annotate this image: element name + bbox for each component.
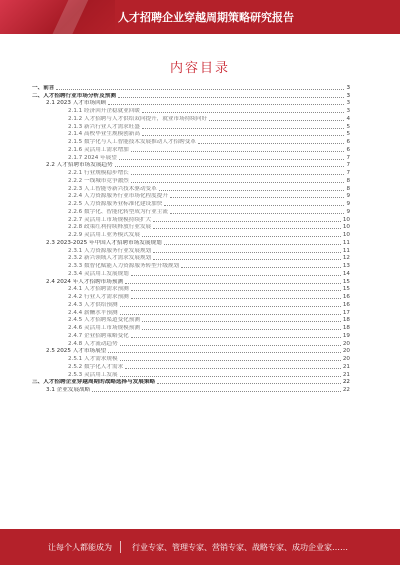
toc-entry-text: 2.4.4 薪酬水平预测 (68, 309, 118, 316)
toc-page-number: 10 (342, 232, 350, 238)
toc-leader-dots (142, 329, 341, 330)
toc-entry[interactable] (32, 379, 350, 387)
toc-entry-text: 2.5.1 人才需求规模 (68, 356, 118, 362)
toc-entry-text: 2.4.8 人才流动趋势 (68, 340, 118, 347)
toc-leader-dots (131, 337, 341, 338)
toc-leader-dots (142, 135, 344, 136)
toc-entry[interactable] (32, 200, 350, 208)
toc-entry-text: 2.4.1 人才招聘需求预测 (68, 286, 129, 293)
toc-leader-dots (131, 290, 341, 291)
toc-leader-dots (119, 159, 345, 160)
toc-page-number: 20 (342, 340, 350, 347)
toc-entry[interactable] (32, 371, 350, 379)
toc-heading: 内容目录 (169, 61, 230, 76)
toc-entry[interactable] (32, 169, 350, 177)
toc-entry[interactable] (32, 193, 350, 201)
toc-leader-dots (131, 275, 341, 276)
toc-entry[interactable] (32, 231, 350, 239)
toc-entry[interactable] (32, 386, 350, 394)
toc-entry[interactable] (32, 293, 350, 301)
toc-entry-text: 2.1.5 数字化与人工智能技术发展推动人才招聘变革 (68, 139, 196, 145)
toc-leader-dots (153, 259, 341, 260)
toc-page-number: 4 (346, 115, 350, 122)
toc-entry-text: 2.2.1 行业规模稳步增长 (68, 170, 129, 176)
toc-leader-dots (159, 190, 345, 191)
toc-entry[interactable] (32, 309, 350, 317)
toc-page-number: 12 (342, 255, 350, 262)
toc-entry[interactable] (32, 100, 350, 108)
toc-entry[interactable] (32, 131, 350, 139)
toc-page-number: 8 (346, 177, 350, 184)
toc-entry[interactable] (32, 262, 350, 270)
toc-page-number: 3 (346, 92, 350, 99)
toc-leader-dots (131, 182, 345, 183)
toc-leader-dots (170, 197, 345, 198)
toc-leader-dots (120, 360, 341, 361)
toc-page-number: 6 (346, 146, 350, 153)
toc-entry-text: 2.4.7 企业招聘策略变化 (68, 332, 129, 339)
toc-page-number: 15 (342, 286, 350, 293)
toc-entry-text: 2.2 人才招聘市场发展趋势 (46, 162, 113, 169)
toc-entry-text: 2.2.2 一线城市竞争激烈 (68, 177, 129, 184)
toc-entry[interactable] (32, 146, 350, 154)
toc-page-number: 8 (346, 185, 350, 192)
toc-page-number: 18 (342, 325, 350, 331)
toc-entry-text: 2.5.3 灵活用工发展 (68, 371, 118, 378)
toc-entry[interactable] (32, 84, 350, 92)
toc-entry[interactable] (32, 317, 350, 325)
toc-entry-text: 2.1.6 灵活用工需求增加 (68, 146, 129, 153)
toc-leader-dots (170, 213, 345, 214)
toc-entry[interactable] (32, 255, 350, 263)
toc-page-number: 9 (346, 193, 350, 200)
toc-page-number: 9 (346, 208, 350, 215)
toc-leader-dots (120, 314, 341, 315)
toc-entry-text: 2.1.1 经济回升企稳就业回暖 (68, 108, 140, 114)
toc-entry-text: 2.3.2 新兴领域人才需求发展规划 (68, 255, 152, 262)
toc-entry-text: 2.2.9 灵活用工业务模式发展 (68, 232, 140, 238)
toc-leader-dots (120, 306, 341, 307)
toc-entry[interactable] (32, 107, 350, 115)
toc-entry-text: 2.1.4 高校毕业生规模创新高 (68, 131, 140, 138)
toc-entry[interactable] (32, 363, 350, 371)
toc-entry-text: 2.2.8 政策红利持续释放行业发展 (68, 224, 152, 231)
toc-entry-text: 2.4.5 人才招聘渠道变化预测 (68, 317, 140, 324)
toc-page-number: 7 (346, 162, 350, 169)
toc-entry[interactable] (32, 208, 350, 216)
toc-entry-text: 二、人才招聘行业市场分析及预测 (32, 92, 116, 99)
toc-leader-dots (157, 383, 341, 384)
toc-entry[interactable] (32, 162, 350, 170)
toc-leader-dots (164, 244, 341, 245)
toc-leader-dots (118, 97, 345, 98)
toc-page-number: 13 (342, 263, 350, 269)
toc-page-number: 5 (346, 131, 350, 138)
toc-entry-text: 2.4.6 灵活用工市场规模预测 (68, 325, 140, 331)
toc-leader-dots (108, 352, 341, 353)
toc-entry-text: 2.1.2 人才招聘与人才供给双向提升，就业市场持续向好 (68, 115, 208, 122)
toc-leader-dots (198, 143, 345, 144)
toc-entry-text: 2.2.4 人力资源服务行业市场化程度提升 (68, 193, 168, 200)
toc-entry[interactable] (32, 301, 350, 309)
toc-entry[interactable] (32, 185, 350, 193)
toc-entry-text: 2.4 2024 年人才招聘市场预测 (46, 278, 124, 285)
footer-slogan: 让每个人都能成为 (48, 543, 112, 552)
toc-leader-dots (153, 252, 341, 253)
toc-leader-dots (131, 298, 341, 299)
toc-leader-dots (142, 236, 341, 237)
toc-entry[interactable] (32, 324, 350, 332)
toc-entry-text: 3.1 企业发展战略 (46, 387, 91, 393)
toc-page-number: 3 (346, 108, 350, 114)
toc-leader-dots (142, 112, 344, 113)
toc-page-number: 19 (342, 332, 350, 339)
toc-entry[interactable] (32, 340, 350, 348)
toc-entry[interactable] (32, 286, 350, 294)
toc-entry-text: 三、人才招聘企业穿越周期的战略选择与发展策略 (32, 379, 156, 386)
toc-leader-dots (153, 221, 341, 222)
toc-page-number: 10 (342, 224, 350, 231)
toc-entry-text: 2.3.1 人力资源服务行业发展规划 (68, 247, 152, 254)
report-header (0, 0, 400, 34)
toc-entry-text: 2.5 2025 人才市场展望 (46, 348, 107, 355)
toc-entry-text: 2.1.7 2024 年展望 (68, 154, 117, 161)
toc-entry-text: 2.1.3 新兴行业人才需求旺盛 (68, 123, 140, 130)
toc-leader-dots (120, 376, 341, 377)
report-title: 人才招聘企业穿越周期策略研究报告 (118, 11, 294, 24)
toc-entry[interactable] (32, 239, 350, 247)
toc-entry-text: 2.3 2023-2025 年中国人才招聘市场发展规划 (46, 239, 162, 246)
toc-page-number: 11 (342, 239, 350, 246)
toc-entry[interactable] (32, 348, 350, 356)
toc-page-number: 15 (342, 278, 350, 285)
toc-page-number: 22 (342, 387, 350, 393)
toc-page-number: 9 (346, 201, 350, 207)
footer-experts: 行业专家、管理专家、营销专家、战略专家、成功企业家…… (132, 543, 348, 552)
toc-entry-text: 2.5.2 数字化人才需求 (68, 363, 124, 370)
toc-leader-dots (164, 205, 344, 206)
toc-entry[interactable] (32, 224, 350, 232)
toc-entry[interactable] (32, 115, 350, 123)
toc-leader-dots (142, 321, 341, 322)
toc-entry-text: 2.2.3 人工智能等新兴技术驱动变革 (68, 185, 157, 192)
table-of-contents (32, 84, 350, 394)
toc-entry-text: 一、前言 (32, 84, 55, 91)
toc-entry[interactable] (32, 355, 350, 363)
toc-page-number: 11 (342, 247, 350, 254)
toc-entry[interactable] (32, 92, 350, 100)
toc-leader-dots (181, 267, 341, 268)
report-footer (0, 529, 400, 565)
toc-leader-dots (108, 104, 344, 105)
toc-leader-dots (131, 151, 345, 152)
toc-page-number: 22 (342, 379, 350, 386)
toc-page-number: 18 (342, 317, 350, 324)
toc-leader-dots (125, 283, 341, 284)
toc-page-number: 21 (342, 363, 350, 370)
toc-leader-dots (125, 368, 341, 369)
toc-page-number: 10 (342, 216, 350, 223)
toc-page-number: 14 (342, 270, 350, 277)
toc-leader-dots (115, 166, 345, 167)
toc-entry-text: 2.2.6 数字化、智能化转型成为行业主流 (68, 208, 168, 215)
toc-page-number: 17 (342, 309, 350, 316)
toc-page-number: 3 (346, 84, 350, 91)
toc-leader-dots (142, 128, 344, 129)
toc-page-number: 7 (346, 154, 350, 161)
toc-page-number: 20 (342, 356, 350, 362)
toc-entry-text: 2.3.3 数智化赋能人力资源服务转型升级规划 (68, 263, 180, 269)
toc-entry[interactable] (32, 177, 350, 185)
toc-page-number: 7 (346, 170, 350, 176)
toc-leader-dots (153, 228, 341, 229)
footer-divider (120, 541, 121, 553)
toc-entry-text: 2.4.3 人才供给预测 (68, 301, 118, 308)
toc-entry[interactable] (32, 154, 350, 162)
toc-page-number: 16 (342, 294, 350, 300)
toc-page-number: 21 (342, 371, 350, 378)
toc-page-number: 16 (342, 301, 350, 308)
toc-entry[interactable] (32, 270, 350, 278)
toc-leader-dots (131, 174, 345, 175)
toc-entry-text: 2.2.7 灵活用工市场规模持续扩大 (68, 216, 152, 223)
toc-entry[interactable] (32, 278, 350, 286)
toc-entry-text: 2.1 2023 人才市场回顾 (46, 100, 107, 107)
toc-page-number: 3 (346, 100, 350, 107)
toc-leader-dots (209, 120, 344, 121)
toc-leader-dots (120, 345, 341, 346)
toc-leader-dots (92, 391, 341, 392)
toc-page-number: 5 (346, 123, 350, 130)
toc-entry[interactable] (32, 247, 350, 255)
toc-page-number: 6 (346, 139, 350, 145)
toc-entry-text: 2.2.5 人力资源服务业标准化建设加快 (68, 201, 163, 207)
toc-page-number: 20 (342, 348, 350, 355)
toc-entry[interactable] (32, 138, 350, 146)
toc-entry-text: 2.4.2 行业人才需求预测 (68, 294, 129, 300)
toc-entry[interactable] (32, 332, 350, 340)
toc-leader-dots (56, 89, 344, 90)
toc-entry-text: 2.3.4 灵活用工发展规划 (68, 270, 129, 277)
toc-entry[interactable] (32, 123, 350, 131)
toc-entry[interactable] (32, 216, 350, 224)
